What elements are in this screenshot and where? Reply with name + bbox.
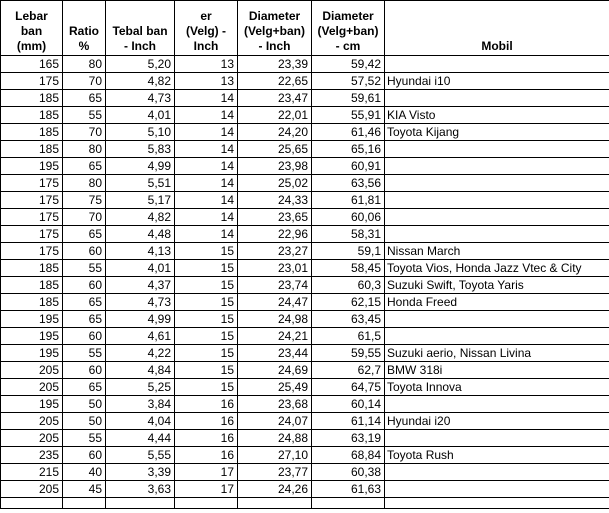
table-row [1, 379, 609, 396]
cell-lebar[interactable]: 175 [1, 192, 63, 209]
cell-tebal[interactable]: 4,01 [106, 260, 175, 277]
cell-diameter-inch[interactable]: 22,01 [238, 107, 312, 124]
cell-velg[interactable]: 14 [175, 209, 238, 226]
cell-velg[interactable]: 14 [175, 141, 238, 158]
cell-velg[interactable]: 13 [175, 56, 238, 73]
cell-diameter-cm[interactable]: 61,5 [312, 328, 385, 345]
cell-lebar[interactable]: 195 [1, 158, 63, 175]
cell-diameter-cm[interactable]: 55,91 [312, 107, 385, 124]
cell-diameter-inch[interactable]: 24,26 [238, 481, 312, 498]
header-diameter-inch[interactable]: Diameter (Velg+ban) - Inch [238, 1, 312, 56]
table-row [1, 141, 609, 158]
cell-tebal[interactable]: 4,37 [106, 277, 175, 294]
cell-velg[interactable]: 15 [175, 260, 238, 277]
cell-diameter-cm[interactable]: 63,56 [312, 175, 385, 192]
cell-diameter-inch[interactable]: 23,47 [238, 90, 312, 107]
cell-diameter-cm[interactable]: 60,14 [312, 396, 385, 413]
cell-lebar[interactable]: 195 [1, 311, 63, 328]
cell-velg[interactable]: 14 [175, 192, 238, 209]
cell-ratio[interactable]: 65 [63, 311, 106, 328]
cell-ratio[interactable]: 80 [63, 175, 106, 192]
cell-lebar[interactable]: 185 [1, 141, 63, 158]
table-row [1, 90, 609, 107]
cell-diameter-cm[interactable]: 59,55 [312, 345, 385, 362]
cell-diameter-inch[interactable]: 24,33 [238, 192, 312, 209]
cell-diameter-inch[interactable]: 23,39 [238, 56, 312, 73]
cell-ratio[interactable]: 65 [63, 294, 106, 311]
cell-velg[interactable]: 14 [175, 175, 238, 192]
cell-diameter-cm[interactable]: 63,19 [312, 430, 385, 447]
cell-lebar[interactable]: 175 [1, 73, 63, 90]
cell-lebar[interactable]: 185 [1, 294, 63, 311]
cell-lebar[interactable]: 175 [1, 175, 63, 192]
cell-diameter-cm[interactable]: 65,16 [312, 141, 385, 158]
cell-mobil[interactable]: KIA Visto [385, 107, 609, 124]
cell-ratio[interactable]: 65 [63, 90, 106, 107]
cell-tebal[interactable]: 3,63 [106, 481, 175, 498]
cell-diameter-inch[interactable]: 23,68 [238, 396, 312, 413]
cell-mobil[interactable] [385, 226, 609, 243]
cell-mobil[interactable] [385, 209, 609, 226]
cell-tebal[interactable]: 4,48 [106, 226, 175, 243]
cell-mobil[interactable] [385, 192, 609, 209]
cell-ratio[interactable]: 50 [63, 396, 106, 413]
cell-ratio[interactable]: 55 [63, 260, 106, 277]
header-diameter-cm[interactable]: Diameter (Velg+ban) - cm [312, 1, 385, 56]
cell-mobil[interactable]: Toyota Innova [385, 379, 609, 396]
cell-tebal[interactable]: 5,17 [106, 192, 175, 209]
cell-diameter-cm[interactable]: 63,45 [312, 311, 385, 328]
cell-mobil[interactable] [385, 430, 609, 447]
cell-velg[interactable]: 16 [175, 413, 238, 430]
cell-ratio[interactable]: 60 [63, 328, 106, 345]
cell-tebal[interactable]: 4,84 [106, 362, 175, 379]
cell-diameter-inch[interactable]: 23,77 [238, 464, 312, 481]
cell-velg[interactable]: 17 [175, 481, 238, 498]
cell-lebar[interactable]: 215 [1, 464, 63, 481]
cell-diameter-cm[interactable]: 61,81 [312, 192, 385, 209]
cell-tebal[interactable]: 5,20 [106, 56, 175, 73]
cell-tebal[interactable]: 5,51 [106, 175, 175, 192]
cell-tebal[interactable]: 4,61 [106, 328, 175, 345]
cell-mobil[interactable] [385, 158, 609, 175]
cell-ratio[interactable]: 60 [63, 277, 106, 294]
table-row [1, 396, 609, 413]
table-row [1, 464, 609, 481]
cell-diameter-inch[interactable]: 22,65 [238, 73, 312, 90]
table-row [1, 260, 609, 277]
header-mobil[interactable]: Mobil [385, 1, 609, 56]
cell-tebal[interactable]: 4,99 [106, 311, 175, 328]
cell-mobil[interactable]: Suzuki Swift, Toyota Yaris [385, 277, 609, 294]
cell-velg[interactable]: 16 [175, 396, 238, 413]
cell-diameter-inch[interactable]: 22,96 [238, 226, 312, 243]
cell-mobil[interactable]: BMW 318i [385, 362, 609, 379]
empty-cell[interactable] [175, 498, 238, 509]
cell-tebal[interactable]: 4,99 [106, 158, 175, 175]
cell-mobil[interactable]: Nissan March [385, 243, 609, 260]
cell-tebal[interactable]: 5,55 [106, 447, 175, 464]
cell-ratio[interactable]: 55 [63, 430, 106, 447]
header-ratio[interactable]: Ratio % [63, 1, 106, 56]
cell-diameter-cm[interactable]: 61,63 [312, 481, 385, 498]
table-row [1, 73, 609, 90]
cell-diameter-cm[interactable]: 60,91 [312, 158, 385, 175]
header-tebal-ban[interactable]: Tebal ban - Inch [106, 1, 175, 56]
cell-diameter-cm[interactable]: 62,15 [312, 294, 385, 311]
cell-lebar[interactable]: 205 [1, 413, 63, 430]
cell-velg[interactable]: 15 [175, 311, 238, 328]
cell-velg[interactable]: 14 [175, 107, 238, 124]
cell-lebar[interactable]: 195 [1, 328, 63, 345]
table-row [1, 226, 609, 243]
cell-diameter-cm[interactable]: 68,84 [312, 447, 385, 464]
table-row [1, 413, 609, 430]
cell-lebar[interactable]: 185 [1, 107, 63, 124]
cell-mobil[interactable] [385, 464, 609, 481]
cell-lebar[interactable]: 205 [1, 481, 63, 498]
cell-diameter-inch[interactable]: 25,49 [238, 379, 312, 396]
cell-ratio[interactable]: 65 [63, 226, 106, 243]
cell-lebar[interactable]: 175 [1, 209, 63, 226]
empty-cell[interactable] [385, 498, 609, 509]
header-lebar-ban[interactable]: Lebar ban (mm) [1, 1, 63, 56]
cell-velg[interactable]: 15 [175, 243, 238, 260]
cell-lebar[interactable]: 175 [1, 243, 63, 260]
cell-diameter-cm[interactable]: 61,46 [312, 124, 385, 141]
cell-diameter-inch[interactable]: 23,74 [238, 277, 312, 294]
cell-tebal[interactable]: 4,13 [106, 243, 175, 260]
cell-diameter-cm[interactable]: 64,75 [312, 379, 385, 396]
cell-lebar[interactable]: 235 [1, 447, 63, 464]
cell-velg[interactable]: 13 [175, 73, 238, 90]
table-body [1, 56, 609, 509]
cell-ratio[interactable]: 45 [63, 481, 106, 498]
cell-velg[interactable]: 17 [175, 464, 238, 481]
cell-diameter-inch[interactable]: 27,10 [238, 447, 312, 464]
cell-lebar[interactable]: 185 [1, 124, 63, 141]
cell-diameter-cm[interactable]: 60,06 [312, 209, 385, 226]
cell-diameter-cm[interactable]: 57,52 [312, 73, 385, 90]
table-row [1, 311, 609, 328]
cell-velg[interactable]: 15 [175, 294, 238, 311]
cell-velg[interactable]: 15 [175, 277, 238, 294]
table-row [1, 294, 609, 311]
cell-mobil[interactable]: Toyota Rush [385, 447, 609, 464]
cell-velg[interactable]: 14 [175, 124, 238, 141]
cell-diameter-inch[interactable]: 25,02 [238, 175, 312, 192]
cell-tebal[interactable]: 4,82 [106, 209, 175, 226]
cell-tebal[interactable]: 4,73 [106, 90, 175, 107]
cell-ratio[interactable]: 65 [63, 379, 106, 396]
cell-diameter-cm[interactable]: 61,14 [312, 413, 385, 430]
cell-tebal[interactable]: 4,01 [106, 107, 175, 124]
cell-diameter-inch[interactable]: 24,20 [238, 124, 312, 141]
cell-diameter-inch[interactable]: 23,65 [238, 209, 312, 226]
cell-lebar[interactable]: 185 [1, 90, 63, 107]
cell-ratio[interactable]: 50 [63, 413, 106, 430]
cell-lebar[interactable]: 205 [1, 430, 63, 447]
cell-mobil[interactable] [385, 311, 609, 328]
cell-ratio[interactable]: 70 [63, 73, 106, 90]
cell-diameter-cm[interactable]: 59,42 [312, 56, 385, 73]
empty-cell[interactable] [106, 498, 175, 509]
cell-velg[interactable]: 14 [175, 90, 238, 107]
cell-lebar[interactable]: 195 [1, 345, 63, 362]
cell-velg[interactable]: 14 [175, 226, 238, 243]
cell-tebal[interactable]: 5,25 [106, 379, 175, 396]
table-row [1, 209, 609, 226]
empty-cell[interactable] [238, 498, 312, 509]
cell-diameter-cm[interactable]: 59,61 [312, 90, 385, 107]
cell-velg[interactable]: 16 [175, 447, 238, 464]
cell-mobil[interactable] [385, 141, 609, 158]
cell-velg[interactable]: 15 [175, 328, 238, 345]
cell-ratio[interactable]: 60 [63, 362, 106, 379]
cell-tebal[interactable]: 4,44 [106, 430, 175, 447]
cell-diameter-inch[interactable]: 23,98 [238, 158, 312, 175]
cell-tebal[interactable]: 4,22 [106, 345, 175, 362]
cell-ratio[interactable]: 65 [63, 158, 106, 175]
cell-tebal[interactable]: 5,83 [106, 141, 175, 158]
cell-diameter-cm[interactable]: 58,31 [312, 226, 385, 243]
cell-lebar[interactable]: 205 [1, 379, 63, 396]
cell-diameter-inch[interactable]: 23,01 [238, 260, 312, 277]
cell-tebal[interactable]: 3,39 [106, 464, 175, 481]
table-row [1, 158, 609, 175]
table-row [1, 192, 609, 209]
cell-diameter-inch[interactable]: 23,44 [238, 345, 312, 362]
table-row [1, 430, 609, 447]
cell-velg[interactable]: 14 [175, 158, 238, 175]
cell-diameter-cm[interactable]: 59,1 [312, 243, 385, 260]
cell-diameter-cm[interactable]: 62,7 [312, 362, 385, 379]
cell-diameter-inch[interactable]: 24,47 [238, 294, 312, 311]
table-row [1, 56, 609, 73]
cell-mobil[interactable]: Hyundai i20 [385, 413, 609, 430]
cell-lebar[interactable]: 175 [1, 226, 63, 243]
cell-mobil[interactable] [385, 481, 609, 498]
empty-row [1, 498, 609, 509]
cell-ratio[interactable]: 40 [63, 464, 106, 481]
cell-ratio[interactable]: 80 [63, 141, 106, 158]
empty-cell[interactable] [1, 498, 63, 509]
header-row [1, 1, 609, 56]
cell-mobil[interactable] [385, 90, 609, 107]
cell-mobil[interactable]: Suzuki aerio, Nissan Livina [385, 345, 609, 362]
cell-velg[interactable]: 15 [175, 345, 238, 362]
cell-diameter-cm[interactable]: 60,3 [312, 277, 385, 294]
cell-lebar[interactable]: 185 [1, 277, 63, 294]
table-row [1, 124, 609, 141]
table-row [1, 481, 609, 498]
cell-mobil[interactable] [385, 175, 609, 192]
cell-velg[interactable]: 15 [175, 379, 238, 396]
cell-ratio[interactable]: 70 [63, 209, 106, 226]
cell-ratio[interactable]: 60 [63, 243, 106, 260]
cell-lebar[interactable]: 195 [1, 396, 63, 413]
cell-ratio[interactable]: 60 [63, 447, 106, 464]
cell-tebal[interactable]: 4,82 [106, 73, 175, 90]
cell-mobil[interactable]: Hyundai i10 [385, 73, 609, 90]
empty-cell[interactable] [63, 498, 106, 509]
cell-lebar[interactable]: 165 [1, 56, 63, 73]
cell-diameter-inch[interactable]: 24,69 [238, 362, 312, 379]
cell-diameter-inch[interactable]: 23,27 [238, 243, 312, 260]
cell-lebar[interactable]: 185 [1, 260, 63, 277]
cell-diameter-inch[interactable]: 24,88 [238, 430, 312, 447]
cell-ratio[interactable]: 55 [63, 107, 106, 124]
cell-velg[interactable]: 15 [175, 362, 238, 379]
cell-mobil[interactable] [385, 56, 609, 73]
table-row [1, 345, 609, 362]
table-row [1, 328, 609, 345]
header-velg[interactable]: er (Velg) - Inch [175, 1, 238, 56]
cell-diameter-inch[interactable]: 25,65 [238, 141, 312, 158]
cell-ratio[interactable]: 55 [63, 345, 106, 362]
cell-ratio[interactable]: 80 [63, 56, 106, 73]
cell-mobil[interactable]: Toyota Kijang [385, 124, 609, 141]
cell-mobil[interactable]: Toyota Vios, Honda Jazz Vtec & City [385, 260, 609, 277]
table-row [1, 277, 609, 294]
table-row [1, 175, 609, 192]
cell-tebal[interactable]: 4,73 [106, 294, 175, 311]
empty-cell[interactable] [312, 498, 385, 509]
cell-diameter-cm[interactable]: 58,45 [312, 260, 385, 277]
cell-diameter-inch[interactable]: 24,98 [238, 311, 312, 328]
cell-diameter-cm[interactable]: 60,38 [312, 464, 385, 481]
cell-tebal[interactable]: 3,84 [106, 396, 175, 413]
cell-velg[interactable]: 16 [175, 430, 238, 447]
cell-ratio[interactable]: 75 [63, 192, 106, 209]
table-row [1, 107, 609, 124]
cell-mobil[interactable]: Honda Freed [385, 294, 609, 311]
table-row [1, 243, 609, 260]
cell-diameter-inch[interactable]: 24,07 [238, 413, 312, 430]
cell-mobil[interactable] [385, 396, 609, 413]
cell-mobil[interactable] [385, 328, 609, 345]
cell-diameter-inch[interactable]: 24,21 [238, 328, 312, 345]
table-row [1, 447, 609, 464]
cell-ratio[interactable]: 70 [63, 124, 106, 141]
cell-tebal[interactable]: 5,10 [106, 124, 175, 141]
cell-lebar[interactable]: 205 [1, 362, 63, 379]
cell-tebal[interactable]: 4,04 [106, 413, 175, 430]
table-row [1, 362, 609, 379]
